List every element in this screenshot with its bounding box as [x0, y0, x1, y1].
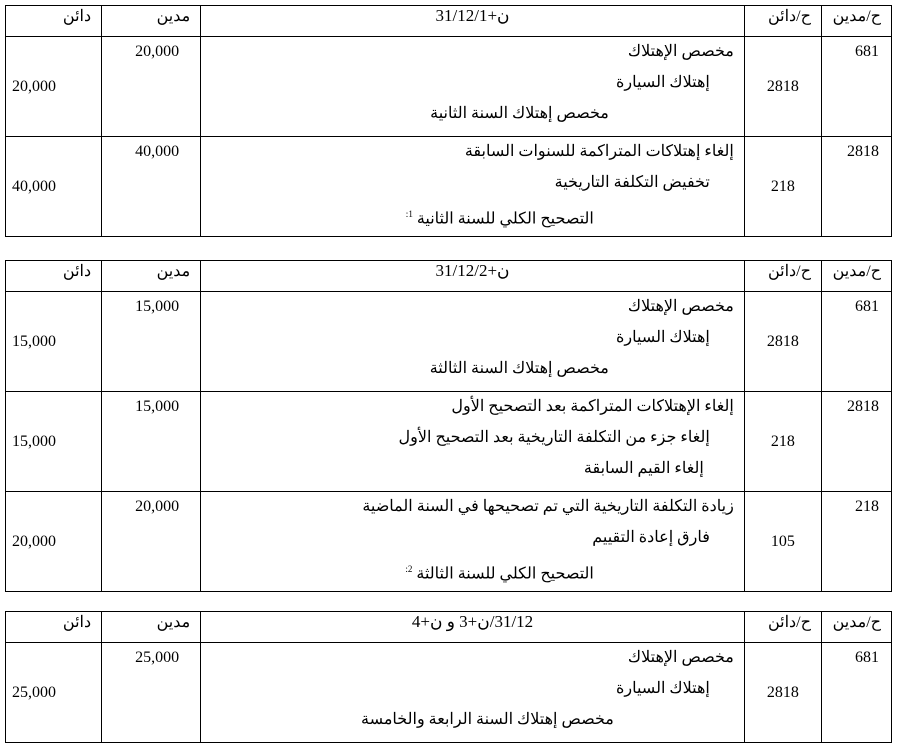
- footnote-number: 1: [408, 209, 413, 219]
- description-line-1: مخصص الإهتلاك: [627, 649, 734, 666]
- description-line-2: تخفيض التكلفة التاريخية: [554, 174, 710, 191]
- description-line-3-text: التصحيح الكلي للسنة الثانية: [416, 210, 594, 228]
- header-debit-amount: مدين: [102, 612, 201, 643]
- debit-account: 681: [821, 643, 891, 743]
- header-credit-amount: دائن: [6, 261, 102, 292]
- debit-amount: 15,000: [102, 292, 201, 392]
- header-debit-amount: مدين: [102, 261, 201, 292]
- debit-account: 218: [821, 492, 891, 592]
- header-debit-account: ح/مدين: [821, 6, 891, 37]
- entry-date: [201, 612, 745, 643]
- description-line-3: مخصص إهتلاك السنة الثانية: [430, 105, 609, 122]
- footnote-marker: 2:: [405, 564, 413, 574]
- footnote-marker: 1:: [405, 209, 413, 219]
- journal-entry: [6, 492, 892, 592]
- debit-amount: 20,000: [102, 37, 201, 137]
- header-credit-amount: دائن: [6, 6, 102, 37]
- debit-amount: 15,000: [102, 392, 201, 492]
- credit-amount: 20,000: [6, 492, 102, 592]
- debit-account: 681: [821, 37, 891, 137]
- description-line-2: إهتلاك السيارة: [615, 680, 710, 697]
- debit-amount: 20,000: [102, 492, 201, 592]
- entry-date: [201, 6, 745, 37]
- description-line-1: مخصص الإهتلاك: [627, 43, 734, 60]
- credit-account: 218: [744, 137, 821, 237]
- header-credit-account: ح/دائن: [744, 6, 821, 37]
- description-line-3-text: التصحيح الكلي للسنة الثالثة: [416, 565, 594, 583]
- journal-entry: [6, 392, 892, 492]
- journal-entry: [6, 292, 892, 392]
- header-credit-account: ح/دائن: [744, 612, 821, 643]
- debit-account: 681: [821, 292, 891, 392]
- debit-account: 2818: [821, 137, 891, 237]
- journal-entry: [6, 137, 892, 237]
- credit-account: 218: [744, 392, 821, 492]
- header-debit-account: ح/مدين: [821, 261, 891, 292]
- credit-amount: 40,000: [6, 137, 102, 237]
- description-line-1: مخصص الإهتلاك: [627, 298, 734, 315]
- header-row: [6, 261, 892, 292]
- entry-description: [201, 292, 745, 392]
- description-line-3: إلغاء القيم السابقة: [583, 460, 704, 477]
- description-line-3: [201, 205, 744, 236]
- journal-section-3: [5, 611, 892, 743]
- debit-amount: 25,000: [102, 643, 201, 743]
- description-line-2: إهتلاك السيارة: [615, 329, 710, 346]
- journal-entry: [6, 643, 892, 743]
- credit-amount: 20,000: [6, 37, 102, 137]
- description-line-1: إلغاء الإهتلاكات المتراكمة بعد التصحيح الأول: [451, 398, 734, 415]
- credit-account: 2818: [744, 292, 821, 392]
- entry-description: [201, 392, 745, 492]
- entry-description: [201, 643, 745, 743]
- entry-description: [201, 137, 745, 237]
- credit-account: 2818: [744, 37, 821, 137]
- header-credit-amount: دائن: [6, 612, 102, 643]
- header-row: [6, 612, 892, 643]
- description-line-2: إهتلاك السيارة: [615, 74, 710, 91]
- description-line-2: إلغاء جزء من التكلفة التاريخية بعد التصحيح الأول: [398, 429, 710, 446]
- description-line-3: مخصص إهتلاك السنة الرابعة والخامسة: [361, 711, 614, 728]
- footnote-number: 2: [407, 564, 413, 574]
- journal-entry: [6, 37, 892, 137]
- description-line-3: مخصص إهتلاك السنة الثالثة: [429, 360, 609, 377]
- entry-date-text: 31/12/ن+2: [435, 261, 510, 280]
- entry-description: [201, 37, 745, 137]
- credit-amount: 15,000: [6, 292, 102, 392]
- description-line-2: فارق إعادة التقييم: [592, 529, 710, 546]
- credit-account: 105: [744, 492, 821, 592]
- journal-section-2: [5, 260, 892, 592]
- entry-date: [201, 261, 745, 292]
- debit-account: 2818: [821, 392, 891, 492]
- description-line-1: زيادة التكلفة التاريخية التي تم تصحيحها في السنة الماضية: [362, 498, 734, 515]
- credit-account: 2818: [744, 643, 821, 743]
- header-debit-account: ح/مدين: [821, 612, 891, 643]
- description-line-3: [201, 560, 744, 591]
- entry-description: [201, 492, 745, 592]
- header-credit-account: ح/دائن: [744, 261, 821, 292]
- description-line-1: إلغاء إهتلاكات المتراكمة للسنوات السابقة: [464, 143, 734, 160]
- credit-amount: 15,000: [6, 392, 102, 492]
- credit-amount: 25,000: [6, 643, 102, 743]
- header-row: [6, 6, 892, 37]
- header-debit-amount: مدين: [102, 6, 201, 37]
- entry-date-text: 31/12/ن+1: [435, 6, 510, 25]
- debit-amount: 40,000: [102, 137, 201, 237]
- entry-date-text: 31/12/ن+3 و ن+4: [411, 612, 534, 631]
- journal-section-1: [5, 5, 892, 237]
